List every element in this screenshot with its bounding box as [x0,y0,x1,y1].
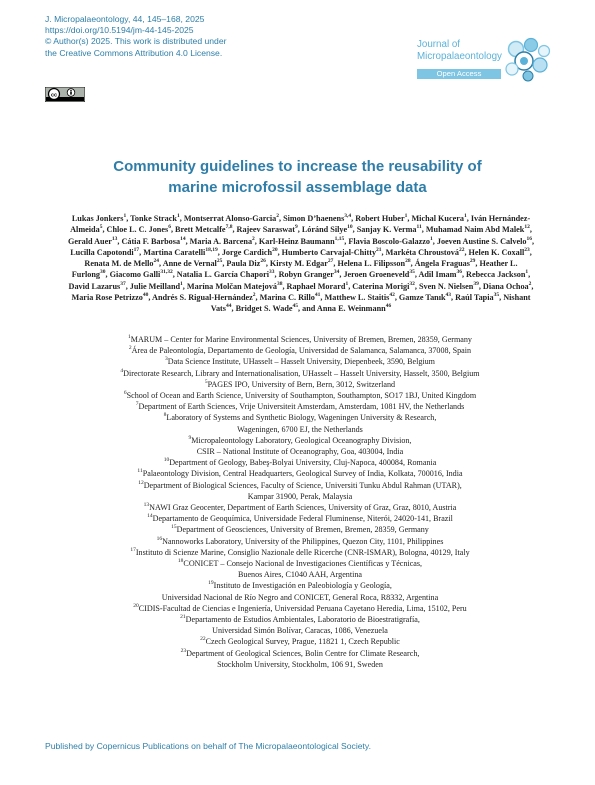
affiliation-line [40,502,560,513]
author-affiliation-ref: 27 [327,258,334,265]
affiliation-line [40,424,560,435]
affiliation-line [40,356,560,367]
affiliation-number: 2 [128,345,132,352]
author-affiliation-ref: 2 [252,235,255,242]
author-affiliation-ref: 3,4 [344,213,352,219]
author-affiliation-ref: 1 [430,235,433,242]
affiliation-text: Universidad Simón Bolívar, Caracas, 1086, Venezuela [212,626,388,636]
author-affiliation-ref: 22 [458,246,465,253]
author-name: Matthew L. Staitis [324,293,390,303]
author-name: Raúl Tapia [455,293,494,303]
author-affiliation-ref: 29 [469,258,476,265]
affiliation-line [40,636,560,647]
author-name: Montserrat Alonso-Garcia [183,214,277,223]
citation: J. Micropalaeontology, 44, 145–168, 2025 [45,14,205,24]
author-name: Gerald Auer [67,236,112,246]
author-name: Markéta Chroustová [385,247,459,257]
author-name: Helena L. Filipsson [337,259,406,269]
affiliation-text: Department of Earth Sciences, Vrije Universiteit Amsterdam, Amsterdam, 1081 HV, the Netherlands [138,402,465,412]
author-name: Maria A. Barcena [189,236,253,246]
affiliation-line [40,435,560,446]
affiliation-line [40,368,560,379]
author-name: Flavia Boscolo-Galazzo [348,236,430,246]
affiliation-number: 19 [208,580,214,587]
author-affiliation-ref: 1 [123,213,127,219]
affiliation-line [40,412,560,423]
author-affiliation-ref: 33 [268,269,275,276]
affiliation-text: Nannoworks Laboratory, University of the Philippines, Quezon City, 1101, Philippines [162,536,444,546]
author-name: Maria Rose Petrizzo [71,293,143,303]
author-affiliation-ref: 2 [528,280,532,287]
author-name: Bridget S. Wade [235,304,293,314]
author-affiliation-ref: 26 [260,258,266,265]
affiliation-line [40,457,560,468]
author-name: Karl-Heinz Baumann [258,236,335,246]
author-affiliation-ref: 44 [225,303,232,310]
title-line-2: marine microfossil assemblage data [168,179,427,196]
copyright-line: © Author(s) 2025. This work is distributed under [45,36,227,47]
author-name: Raphael Morard [286,281,346,291]
affiliation-line [40,446,560,457]
publisher-footer: Published by Copernicus Publications on behalf of The Micropalaeontological Society. [45,741,371,751]
affiliation-text: School of Ocean and Earth Science, University of Southampton, Southampton, SO17 1BJ, United Kingdom [126,391,477,401]
affiliation-number: 12 [138,479,144,486]
affiliation-line [40,379,560,390]
author-name: Heather L. Furlong [71,259,518,280]
author-affiliation-ref: 1 [345,280,349,287]
affiliation-text: Department of Geosciences, University of Bremen, Bremen, 28359, Germany [176,525,429,535]
author-name: Marina C. Rillo [259,293,315,303]
affiliation-line [40,345,560,356]
author-affiliation-ref: 20 [272,246,278,253]
author-affiliation-ref: 2 [276,213,279,219]
author-name: Gamze Tanık [398,293,446,303]
affiliation-number: 16 [156,535,163,542]
affiliation-line [40,614,560,625]
affiliation-text: Stockholm University, Stockholm, 106 91, Sweden [217,659,383,669]
author-list: Lukas Jonkers$^1$, Tonke Strack$^1$, Montserrat Alonso-Garcia$^2$, Simon D’haenens$^{3,4}$, Robert Huber$^1$, Michal Kucera$^1$, Iván Hernández-Almeida$^5$, Chloe L. C. Jones$^6$, Brett Metcalfe$^{7,8}$, Rajeev Saraswat$^9$, Lóránd Silye$^{10}$, Sanjay K. Verma$^{11}$, Muhamad Naim Abd Malek$^{12}$, Gerald Auer$^{13}$, Cátia F. Barbosa$^{14}$, Maria A. Barcena$^2$, Karl-Heinz Baumann$^{1,15}$, Flavia Boscolo-Galazzo$^1$, Joeven Austine S. Calvelo$^{16}$, Lucilla Capotondi$^{17}$, Martina Caratelli$^{18,19}$, Jorge Cardich$^{20}$, Humberto Carvajal-Chitty$^{21}$, Markéta Chroustová$^{22}$, Helen K. Coxall$^{23}$, Renata M. de Mello$^{24}$, Anne de Vernal$^{25}$, Paula Diz$^{26}$, Kirsty M. Edgar$^{27}$, Helena L. Filipsson$^{28}$, Ángela Fraguas$^{29}$, Heather L. Furlong$^{30}$, Giacomo Galli$^{31,32}$, Natalia L. García Chapori$^{33}$, Robyn Granger$^{34}$, Jeroen Groeneveld$^{35}$, Adil Imam$^{36}$, Rebecca Jackson$^1$, David Lazarus$^{37}$, Julie Meilland$^1$, Marína Molčan Matejová$^{38}$, Raphael Morard$^1$, Caterina Morigi$^{32}$, Sven N. Nielsen$^{39}$, Diana Ochoa$^2$, Maria Rose Petrizzo$^{40}$, Andrés S. Rigual-Hernández$^2$, Marina C. Rillo$^{41}$, Matthew L. Staitis$^{42}$, Gamze Tanık$^{43}$, Raúl Tapia$^{35}$, Nishant Vats$^{44}$, Bridget S. Wade$^{45}$, and Anna E. Weinmann$^{46}$ [67,213,535,314]
affiliation-text: Instituto di Scienze Marine, Consiglio Nazionale delle Ricerche (CNR-ISMAR), Bologna, 40129, Italy [135,547,470,557]
affiliation-list [40,334,560,670]
affiliation-text: Data Science Institute, UHasselt – Hasselt University, Diepenbeek, 3590, Belgium [167,357,435,367]
affiliation-number: 21 [180,614,186,621]
author-affiliation-ref: 1,15 [334,235,345,242]
author-affiliation-ref: 2 [252,292,256,299]
svg-text:cc: cc [50,92,58,99]
author-affiliation-ref: 45 [292,303,299,310]
author-name: Robert Huber [355,214,405,223]
author-name: Helen K. Coxall [468,247,525,257]
author-affiliation-ref: 34 [333,269,340,276]
author-name: Rajeev Saraswat [236,225,295,235]
author-affiliation-ref: 36 [456,269,462,276]
affiliation-line [40,580,560,591]
author-affiliation-ref: 10 [347,224,353,231]
author-name: Humberto Carvajal-Chitty [281,247,377,257]
author-affiliation-ref: 6 [168,224,171,231]
author-name: Anne de Vernal [162,259,217,269]
affiliation-number: 6 [123,390,127,397]
author-affiliation-ref: 38 [276,280,283,287]
affiliation-number: 20 [133,602,139,609]
affiliation-number: 1 [128,334,131,340]
author-affiliation-ref: 42 [389,292,395,299]
affiliation-number: 9 [188,434,192,441]
journal-logo-icon [503,37,551,82]
affiliation-number: 8 [163,412,167,419]
affiliation-text: Directorate Research, Library and Internationalisation, UHasselt – Hasselt University, Hasselt, 3500, Belgium [123,368,480,378]
affiliation-line [40,536,560,547]
author-name: Renata M. de Mello [84,259,154,269]
affiliation-text: Micropaleontology Laboratory, Geological Oceanography Division, [191,435,412,445]
author-name: Anna E. Weinmann [316,304,386,314]
author-name: Martina Caratelli [143,247,206,257]
affiliation-text: Wageningen, 6700 EJ, the Netherlands [237,424,363,434]
author-affiliation-ref: 1 [463,213,467,219]
author-affiliation-ref: 30 [100,269,106,276]
affiliation-line [40,401,560,412]
affiliation-text: Department of Geological Sciences, Bolin Centre for Climate Research, [186,648,420,658]
journal-line-2: Micropalaeontology [417,51,502,62]
affiliation-text: CSIR – National Institute of Oceanography, Goa, 403004, India [196,447,404,457]
affiliation-text: Palaeontology Division, Central Headquarters, Geological Survey of India, Kolkata, 700016, India [142,469,463,479]
affiliation-number: 11 [137,468,143,475]
author-affiliation-ref: 13 [111,235,118,242]
author-name: Sven N. Nielsen [418,281,474,291]
affiliation-text: Czech Geological Survey, Prague, 11821 1, Czech Republic [205,637,400,647]
author-affiliation-ref: 28 [405,258,411,265]
affiliation-line [40,625,560,636]
author-name: Paula Diz [226,259,261,269]
affiliation-line [40,491,560,502]
affiliation-line [40,569,560,580]
affiliation-text: Laboratory of Systems and Synthetic Biology, Wageningen University & Research, [166,413,437,423]
affiliation-line [40,648,560,659]
article-title [0,156,595,198]
author-name: Iván Hernández-Almeida [70,214,531,235]
author-affiliation-ref: 32 [409,280,415,287]
author-affiliation-ref: 1 [525,269,529,276]
affiliation-line [40,468,560,479]
author-name: Lucilla Capotondi [70,247,134,257]
author-affiliation-ref: 31,32 [160,269,173,276]
author-name: Julie Meilland [129,281,181,291]
affiliation-line [40,480,560,491]
author-name: David Lazarus [68,281,121,291]
affiliation-text: Instituto de Investigación en Paleobiología y Geología, [213,581,392,591]
author-name: Ángela Fraguas [414,259,470,269]
affiliation-text: Kampar 31900, Perak, Malaysia [247,491,353,501]
affiliation-text: CIDIS-Facultad de Ciencias e Ingeniería, Universidad Peruana Cayetano Heredia, Lima, 15102, Peru [138,603,467,613]
author-name: Giacomo Galli [109,270,161,280]
affiliation-line [40,547,560,558]
affiliation-number: 17 [130,546,136,553]
author-affiliation-ref: 1 [404,213,408,219]
affiliation-number: 13 [143,502,150,509]
author-name: Andrés S. Rigual-Hernández [152,293,253,303]
affiliation-text: Departamento de Estudios Ambientales, Laboratorio de Bioestratigrafía, [185,615,420,625]
author-name: Robyn Granger [278,270,334,280]
author-name: Kirsty M. Edgar [269,259,328,269]
author-name: Brett Metcalfe [175,225,226,235]
affiliation-number: 5 [204,378,208,385]
author-name: Simon D’haenens [283,214,345,223]
author-name: Marína Molčan Matejová [186,281,277,291]
affiliation-line [40,524,560,535]
author-affiliation-ref: 16 [526,235,532,242]
author-name: Sanjay K. Verma [356,225,417,235]
journal-badge [417,39,502,79]
affiliation-number: 23 [180,647,187,654]
affiliation-text: Universidad Nacional de Río Negro and CONICET, General Roca, R8332, Argentina [161,592,439,602]
author-name: Nishant Vats [210,293,531,314]
affiliation-number: 10 [163,457,170,464]
author-name: Jorge Cardich [221,247,273,257]
affiliation-number: 4 [120,367,124,374]
license-line[interactable]: the Creative Commons Attribution 4.0 License. [45,47,223,58]
author-affiliation-ref: 1 [176,213,180,219]
affiliation-text: Department of Biological Sciences, Faculty of Science, Universiti Tunku Abdul Rahman (UTAR), [143,480,462,490]
author-affiliation-ref: 35 [409,269,415,276]
affiliation-line [40,592,560,603]
affiliation-text: CONICET – Consejo Nacional de Investigaciones Científicas y Técnicas, [183,559,423,569]
author-affiliation-ref: 12 [524,224,530,231]
author-name: Tonke Strack [130,214,177,223]
author-affiliation-ref: 25 [216,258,223,265]
author-affiliation-ref: 41 [314,292,321,299]
author-affiliation-ref: 17 [133,246,140,253]
author-affiliation-ref: 7,8 [225,224,233,231]
author-affiliation-ref: 46 [385,303,392,310]
cc-by-license-icon[interactable] [45,87,85,102]
affiliation-number: 14 [147,513,153,520]
author-name: Adil Imam [418,270,457,280]
affiliation-line [40,513,560,524]
author-affiliation-ref: 40 [142,292,149,299]
author-affiliation-ref: 37 [120,280,126,287]
author-name: Rebecca Jackson [466,270,526,280]
author-affiliation-ref: 21 [376,246,382,253]
author-affiliation-ref: 35 [493,292,500,299]
author-affiliation-ref: 9 [294,224,298,231]
affiliation-line [40,659,560,670]
author-affiliation-ref: 18,19 [205,246,218,253]
affiliation-line [40,334,560,345]
doi-link[interactable]: https://doi.org/10.5194/jm-44-145-2025 [45,25,194,36]
affiliation-text: NAWI Graz Geocenter, Department of Earth Sciences, University of Graz, Graz, 8010, Austria [149,503,457,513]
affiliation-text: Departamento de Geoquímica, Universidade Federal Fluminense, Niterói, 24020-141, Brazil [152,514,453,524]
author-affiliation-ref: 14 [180,235,186,242]
author-name: Joeven Austine S. Calvelo [436,236,527,246]
author-affiliation-ref: 43 [445,292,452,299]
author-name: Michal Kucera [411,214,464,223]
author-name: Jeroen Groeneveld [343,270,410,280]
author-name: Muhamad Naim Abd Malek [425,225,525,235]
affiliation-number: 3 [165,356,168,363]
author-name: Diana Ochoa [482,281,529,291]
affiliation-text: Área de Paleontología, Departamento de Geología, Universidad de Salamanca, Salamanca, 37008, Spain [131,346,472,356]
title-line-1: Community guidelines to increase the reusability of [113,158,482,175]
author-name: Cátia F. Barbosa [121,236,181,246]
author-name: Natalia L. García Chapori [176,270,269,280]
author-affiliation-ref: 39 [473,280,479,287]
affiliation-line [40,390,560,401]
affiliation-number: 7 [135,401,139,408]
author-affiliation-ref: 1 [180,280,183,287]
affiliation-line [40,603,560,614]
author-affiliation-ref: 11 [416,224,422,231]
affiliation-line [40,558,560,569]
affiliation-number: 15 [171,524,177,531]
author-affiliation-ref: 5 [99,224,103,231]
affiliation-text: PAGES IPO, University of Bern, Bern, 3012, Switzerland [207,379,396,389]
header-meta [45,14,226,59]
author-name: Chloe L. C. Jones [106,225,169,235]
affiliation-text: Buenos Aires, C1040 AAH, Argentina [238,570,362,580]
affiliation-text: Department of Geology, Babeş-Bolyai University, Cluj-Napoca, 400084, Romania [169,458,437,468]
author-affiliation-ref: 23 [524,246,530,253]
author-name: Caterina Morigi [352,281,410,291]
journal-line-1: Journal of [417,39,461,50]
author-name: Lukas Jonkers [71,214,124,223]
affiliation-text: MARUM – Center for Marine Environmental Sciences, University of Bremen, Bremen, 28359, Germany [130,335,472,344]
open-access-badge: Open Access [417,69,501,79]
affiliation-number: 22 [200,636,206,643]
affiliation-number: 18 [177,558,184,565]
and-word: and [300,304,317,314]
author-affiliation-ref: 24 [153,258,160,265]
author-name: Lóránd Silye [301,225,348,235]
